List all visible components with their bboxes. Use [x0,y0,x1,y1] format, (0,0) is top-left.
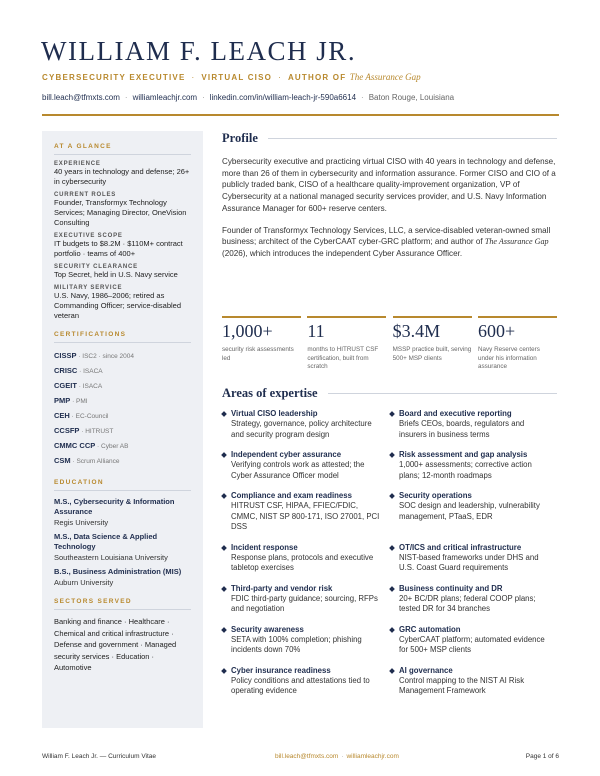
stat-number: $3.4M [392,321,441,341]
cert-issuer: · ISACA [77,368,103,375]
education-degree: B.S., Business Administration (MIS) [54,567,182,576]
stat-card [307,316,386,372]
contact-email-link[interactable]: bill.leach@tfmxts.com [42,93,120,102]
expertise-desc: Strategy, governance, policy architecture and security program design [231,419,372,439]
diamond-bullet-icon [389,411,395,417]
expertise-title: Virtual CISO leadership [231,409,318,418]
expertise-item [222,666,390,697]
profile-section [222,131,557,260]
expertise-title: Risk assessment and gap analysis [399,450,528,459]
expertise-title: Incident response [231,542,298,552]
cert-name: CCSFP [54,426,80,435]
cert-name: CEH [54,411,70,420]
contact-website-link[interactable]: williamleachjr.com [132,93,198,102]
education-item [54,532,191,563]
footer-title: William F. Leach Jr. — Curriculum Vitae [42,753,157,760]
glance-label: EXPERIENCE [54,161,101,167]
tagline: CYBERSECURITY EXECUTIVE · VIRTUAL CISO · AUTHOR OF The Assurance Gap [42,72,421,82]
contact-line: bill.leach@tfmxts.com · williamleachjr.com · linkedin.com/in/william-leach-jr-590a6614 · Baton Rouge, Louisiana [42,93,455,102]
contact-location: Baton Rouge, Louisiana [368,93,455,102]
expertise-grid [222,409,557,697]
expertise-desc: 20+ BC/DR plans; federal COOP plans; tested DR for 34 branches [399,593,536,613]
sidebar [42,131,203,728]
diamond-bullet-icon [389,586,395,592]
heading-rule [268,138,557,139]
expertise-item [222,543,390,574]
glance-item [54,285,191,321]
cert-issuer: · ISC2 · since 2004 [76,353,134,360]
profile-p2-text: Founder of Transformyx Technology Services, LLC, a service-disabled veteran-owned small business; architect of the CyberCAAT cyber-GRC platform; and author of [222,225,551,247]
education-item [54,497,191,528]
expertise-item [390,409,557,440]
footer-contact: bill.leach@tfmxts.com · williamleachjr.com [275,753,399,760]
stat-card [222,316,301,372]
education-degree: M.S., Cybersecurity & Information Assurance [54,497,175,516]
diamond-bullet-icon [221,411,227,417]
expertise-title: Board and executive reporting [399,409,512,418]
expertise-heading [222,386,557,401]
cert-item [54,364,191,379]
diamond-bullet-icon [221,586,227,592]
cert-item [54,379,191,394]
expertise-title: GRC automation [399,624,461,634]
cert-issuer: · ISACA [76,383,103,390]
stat-number: 11 [307,321,325,341]
glance-heading: AT A GLANCE [54,143,191,155]
glance-item [54,233,191,259]
expertise-title: Compliance and exam readiness [231,491,352,500]
expertise-desc: SOC design and leadership, vulnerability management, PTaaS, EDR [399,501,540,521]
expertise-title: Business continuity and DR [399,583,503,593]
diamond-bullet-icon [389,493,395,499]
glance-text: U.S. Navy, 1986–2006; retired as Commanding Officer; service-disabled veteran [54,291,181,320]
cert-name: CGEIT [54,381,77,390]
diamond-bullet-icon [221,668,227,674]
diamond-bullet-icon [221,627,227,633]
stat-description: MSSP practice built, serving 500+ MSP clients [392,346,472,362]
expertise-title: Third-party and vendor risk [231,583,333,593]
expertise-item [222,450,390,481]
diamond-bullet-icon [221,545,227,551]
education-school: Regis University [54,518,109,527]
cert-item [54,424,191,439]
footer-email-link[interactable]: bill.leach@tfmxts.com [275,753,339,760]
tagline-book-title: The Assurance Gap [349,72,421,82]
diamond-bullet-icon [221,452,227,458]
profile-paragraph-1: Cybersecurity executive and practicing virtual CISO with 40 years in technology and defense, more than 26 of them in cybersecurity and information assurance. Former CISO and CIO of a publicly traded bank, CISO of a healthcare quality-improvement organization, VP of Cybersecurity at a national managed security services provider, and U.S. Navy Information Assurance Manager for 600+ reserve centers. [222,157,556,213]
education-degree: M.S., Data Science & Applied Technology [54,532,158,551]
education-school: Auburn University [54,578,114,587]
cert-issuer: · HITRUST [79,428,114,435]
expertise-item [390,625,557,656]
profile-title: Profile [222,131,258,145]
glance-text: IT budgets to $8.2M · $110M+ contract portfolio · teams of 400+ [54,239,183,258]
expertise-item [222,409,390,440]
footer-page-number: Page 1 of 6 [525,753,559,760]
expertise-desc: Response plans, protocols and executive tabletop exercises [231,552,374,572]
expertise-desc: Policy conditions and attestations tied to operating evidence [231,675,370,695]
contact-linkedin-link[interactable]: linkedin.com/in/william-leach-jr-590a6614 [209,93,357,102]
diamond-bullet-icon [221,493,227,499]
glance-text: Founder, Transformyx Technology Services; Managing Director, OneVision Consulting [54,198,187,227]
stat-card [478,316,557,372]
expertise-item [390,450,557,481]
stat-card [393,316,472,372]
cert-item [54,394,191,409]
glance-item [54,161,191,187]
profile-heading [222,131,557,146]
expertise-item [222,491,390,533]
diamond-bullet-icon [389,452,395,458]
profile-paragraph-2 [222,225,557,260]
stat-description: Navy Reserve centers under his information assurance [477,346,540,370]
glance-text: Top Secret, held in U.S. Navy service [54,270,178,279]
expertise-desc: FDIC third-party guidance; sourcing, RFPs and negotiation [231,593,378,613]
expertise-title: Security awareness [231,624,304,634]
stat-description: security risk assessments led [222,346,294,362]
cert-item [54,454,191,469]
expertise-title: OT/ICS and critical infrastructure [399,542,522,552]
expertise-title: Independent cyber assurance [231,450,342,459]
glance-label: CURRENT ROLES [54,192,117,198]
diamond-bullet-icon [389,627,395,633]
cert-name: CRISC [54,366,78,375]
sectors-heading: SECTORS SERVED [54,598,191,610]
expertise-title: Cyber insurance readiness [231,665,331,675]
tagline-role-2: VIRTUAL CISO [201,73,273,82]
expertise-item [222,584,390,615]
expertise-title: Security operations [399,491,472,500]
expertise-item [390,666,557,697]
sectors-text: Banking and finance · Healthcare · Chemical and critical infrastructure · Defense and government · Managed security services · Education · Automotive [54,617,177,672]
expertise-desc: 1,000+ assessments; corrective action plans; 12-month roadmaps [399,460,532,480]
expertise-title: AI governance [399,665,453,675]
profile-book-title: The Assurance Gap [484,237,549,247]
expertise-desc: Briefs CEOs, boards, regulators and insurers in business terms [399,419,525,439]
education-heading: EDUCATION [54,479,191,491]
cert-name: PMP [54,396,71,405]
education-school: Southeastern Louisiana University [54,553,168,562]
education-item [54,567,191,588]
cert-name: CMMC CCP [54,441,96,450]
expertise-desc: CyberCAAT platform; automated evidence for 500+ MSP clients [399,634,545,654]
stat-number: 600+ [477,321,516,341]
expertise-item [390,543,557,574]
cert-name: CSM [54,456,71,465]
diamond-bullet-icon [389,668,395,674]
glance-label: SECURITY CLEARANCE [54,264,138,270]
expertise-desc: SETA with 100% completion; phishing incidents down 70% [231,634,362,654]
expertise-desc: NIST-based frameworks under DHS and U.S. Coast Guard requirements [399,552,539,572]
glance-label: MILITARY SERVICE [54,285,123,291]
stat-number: 1,000+ [222,321,273,341]
header-divider [42,114,559,116]
cert-issuer: · EC-Council [69,413,109,420]
certifications-heading: CERTIFICATIONS [54,331,191,343]
expertise-title: Areas of expertise [222,386,318,400]
expertise-desc: Verifying controls work as attested; the Cyber Assurance Officer model [231,460,365,480]
heading-rule [328,393,557,394]
glance-item [54,192,191,228]
tagline-role-1: CYBERSECURITY EXECUTIVE [42,73,186,82]
cert-issuer: · Scrum Alliance [70,458,120,465]
expertise-desc: HITRUST CSF, HIPAA, FFIEC/FDIC, CMMC, NIST SP 800-171, ISO 27001, PCI DSS [231,501,380,531]
cert-issuer: · Cyber AB [95,443,129,450]
cert-item [54,409,191,424]
expertise-item [390,584,557,615]
expertise-desc: Control mapping to the NIST AI Risk Management Framework [399,675,525,695]
expertise-item [390,491,557,533]
cert-issuer: · PMI [70,398,88,405]
resume-name: WILLIAM F. LEACH JR. [41,36,357,66]
cert-name: CISSP [54,351,77,360]
glance-item [54,264,191,280]
footer-website-link[interactable]: williamleachjr.com [346,753,399,760]
glance-text: 40 years in technology and defense; 26+ in cybersecurity [54,167,190,186]
stat-description: months to HITRUST CSF certification, built from scratch [307,346,379,370]
key-stats [222,316,557,372]
profile-p2-text-end: (2026), which introduces the independent Cyber Assurance Officer. [222,248,463,258]
diamond-bullet-icon [389,545,395,551]
glance-label: EXECUTIVE SCOPE [54,233,123,239]
expertise-item [222,625,390,656]
cert-item [54,439,191,454]
cert-item [54,349,191,364]
tagline-role-3: AUTHOR OF [287,73,347,82]
